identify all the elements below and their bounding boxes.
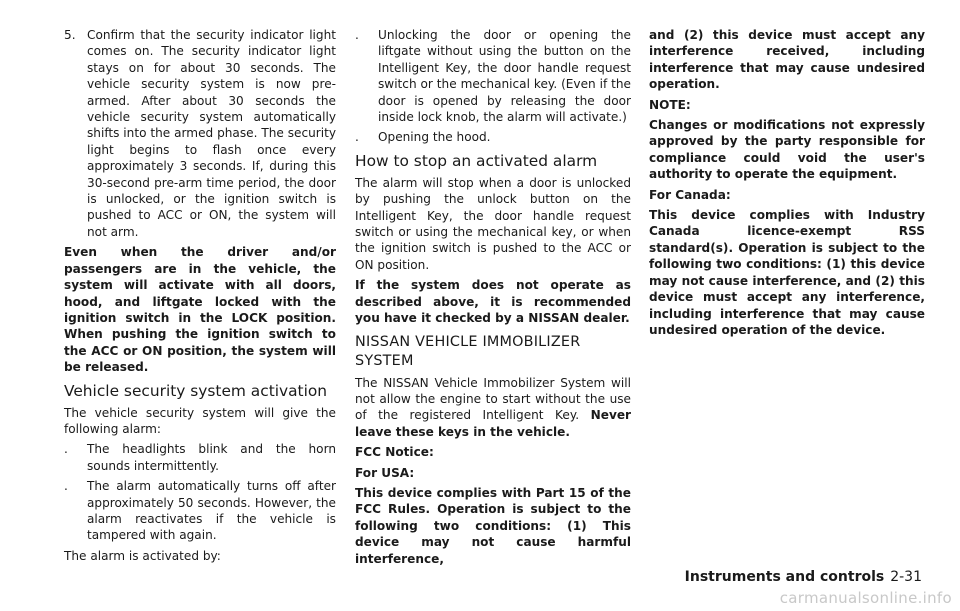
step-text: Confirm that the security indicator light comes on. The security indicator light stays on for about 30 seconds. The vehicle security system is now pre-armed. After about 30 seconds the vehicle security system automatically shifts into the armed phase. The security light begins to flash once every approximately 3 seconds. If, during this 30-second pre-arm time period, the door is unlocked, or the ignition switch is pushed to ACC or ON, the system will not arm.: [87, 28, 336, 239]
stop-text: The alarm will stop when a door is unlocked by pushing the unlock button on the Intelligent Key, the door handle request switch or using the mechanical key, or when the ignition switch is pushed to the ACC or ON position.: [355, 175, 631, 272]
bullet-marker: .: [64, 479, 68, 494]
canada-text: This device complies with Industry Canada licence-exempt RSS standard(s). Operation is subject to the following two conditions: (1) this device may not cause interference, and (2) this device must accept any interference, including interference that may cause undesired operation of the device.: [649, 208, 925, 337]
immobilizer-text: [355, 375, 631, 441]
column-2: [355, 27, 631, 571]
immobilizer-body: The NISSAN Vehicle Immobilizer System will not allow the engine to start without the use of the registered Intelligent Key.: [355, 375, 631, 423]
watermark: carmanualsonline.info: [779, 589, 952, 607]
note-label: NOTE:: [649, 97, 691, 112]
usa-text-continued: and (2) this device must accept any interference received, including interference that may cause undesired operation.: [649, 28, 925, 92]
column-1: [64, 27, 336, 568]
step-number: 5.: [64, 28, 76, 42]
section-heading: NISSAN VEHICLE IMMOBILIZER SYSTEM: [355, 333, 581, 369]
bullet-item: [64, 478, 336, 544]
fcc-notice-label: FCC Notice:: [355, 445, 434, 460]
bullet-text: Unlocking the door or opening the liftgate without using the button on the Intelligent Key, the door handle request switch or the mechanical key. (Even if the door is opened by releasing the door inside lock knob, the alarm will activate.): [378, 28, 631, 125]
for-canada-label: For Canada:: [649, 187, 731, 202]
page-number: 2-31: [890, 569, 922, 585]
activated-by-text: The alarm is activated by:: [64, 548, 221, 563]
usa-text: This device complies with Part 15 of the FCC Rules. Operation is subject to the following two conditions: (1) This device may not cause harmful interference,: [355, 485, 631, 566]
note-text: Changes or modifications not expressly approved by the party responsible for compliance could void the user's authority to operate the equipment.: [649, 118, 925, 182]
bullet-text: The alarm automatically turns off after approximately 50 seconds. However, the alarm reactivates if the vehicle is tampered with again.: [87, 479, 336, 543]
bullet-marker: .: [355, 28, 359, 42]
bullet-text: The headlights blink and the horn sounds intermittently.: [87, 442, 336, 473]
bullet-item: [64, 441, 336, 474]
bullet-marker: .: [355, 130, 359, 145]
immobilizer-warning: Never leave these keys in the vehicle.: [355, 408, 631, 439]
for-usa-label: For USA:: [355, 465, 415, 480]
page-footer: [685, 568, 922, 586]
bold-note: Even when the driver and/or passengers are in the vehicle, the system will activate with all doors, hood, and liftgate locked with the ignition switch in the LOCK position. When pushing the ignition switch to the ACC or ON position, the system will be released.: [64, 245, 336, 375]
section-heading: How to stop an activated alarm: [355, 151, 598, 170]
bullet-marker: .: [64, 442, 68, 457]
numbered-step: [64, 27, 336, 240]
bullet-text: Opening the hood.: [378, 130, 491, 145]
intro-text: The vehicle security system will give the following alarm:: [64, 405, 336, 436]
column-3: [649, 27, 925, 342]
bullet-item: [355, 27, 631, 125]
footer-section-title: Instruments and controls: [684, 569, 885, 585]
bullet-item: [355, 129, 631, 145]
bold-note: If the system does not operate as described above, it is recommended you have it checked by a NISSAN dealer.: [355, 278, 631, 326]
section-heading: Vehicle security system activation: [64, 381, 328, 400]
